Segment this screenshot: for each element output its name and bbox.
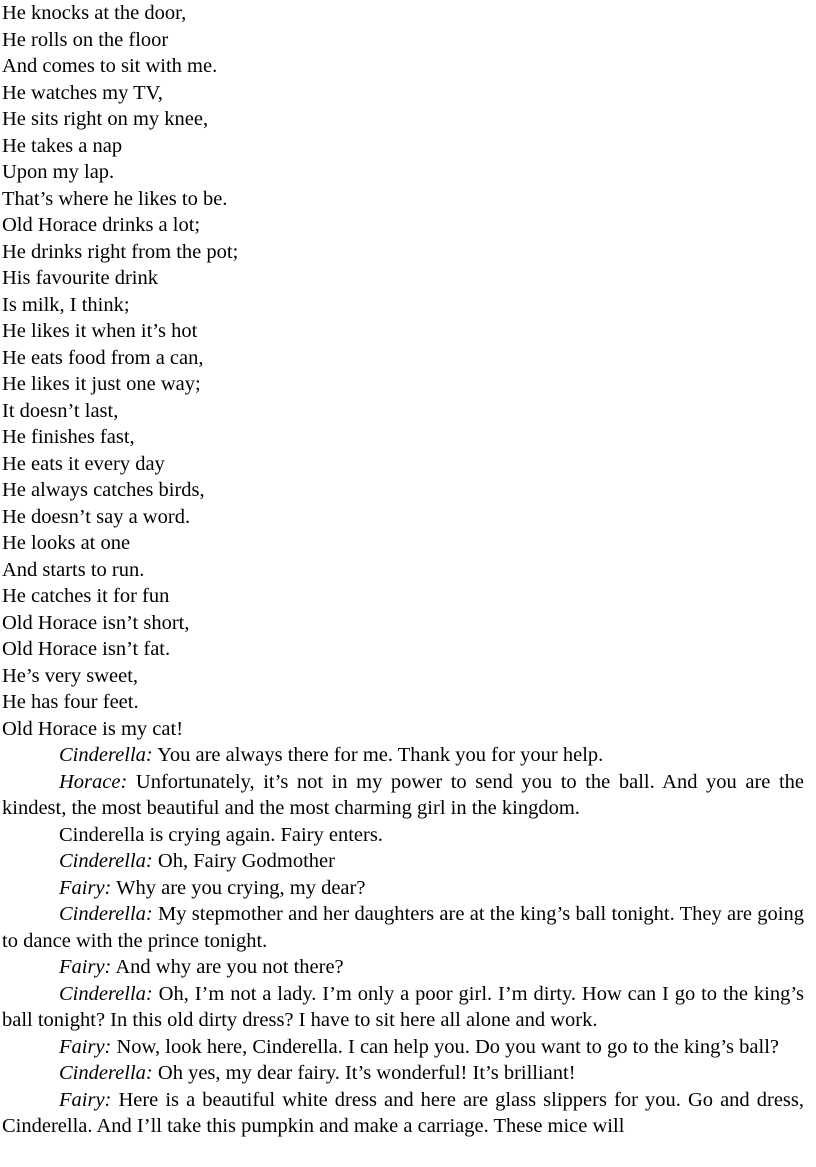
poem-line: He finishes fast, — [2, 426, 135, 448]
speaker-name: Horace: — [59, 770, 128, 793]
poem-line: He catches it for fun — [2, 585, 170, 607]
poem-line: Old Horace drinks a lot; — [2, 214, 201, 236]
dialogue-text: Unfortunately, it’s not in my power to send you to the ball. And you are the kindest, the most beautiful and the most charming girl in the kingdom. — [2, 770, 804, 819]
play-dialogue — [2, 742, 804, 1140]
dialogue-paragraph — [2, 848, 804, 875]
speaker-name: Cinderella: — [59, 903, 153, 925]
poem-line: He likes it when it’s hot — [2, 320, 198, 342]
poem-line: He eats food from a can, — [2, 346, 204, 369]
dialogue-paragraph — [2, 1087, 804, 1140]
poem-line: He drinks right from the pot; — [2, 240, 239, 263]
poem-line: Old Horace is my cat! — [2, 717, 184, 740]
dialogue-text: Oh, I’m not a lady. I’m only a poor girl. I’m dirty. How can I go to the king’s ball tonight? In this old dirty dress? I have to sit here all alone and work. — [2, 982, 804, 1031]
speaker-name: Fairy: — [59, 956, 112, 978]
poem-line: He doesn’t say a word. — [2, 505, 191, 528]
dialogue-paragraph — [2, 981, 804, 1034]
dialogue-text: Cinderella is crying again. Fairy enters. — [59, 823, 383, 846]
poem-line: He takes a nap — [2, 134, 123, 157]
dialogue-text: And why are you not there? — [111, 956, 344, 978]
poem-line: He eats it every day — [2, 452, 165, 475]
poem-line: He has four feet. — [2, 691, 139, 713]
dialogue-paragraph — [2, 769, 804, 822]
speaker-name: Cinderella: — [59, 1062, 153, 1084]
poem-line: Upon my lap. — [2, 161, 115, 183]
poem-line: And starts to run. — [2, 558, 145, 581]
poem-line: And comes to sit with me. — [2, 55, 218, 77]
speaker-name: Cinderella: — [59, 744, 153, 766]
speaker-name: Cinderella: — [59, 982, 153, 1005]
poem-line: Is milk, I think; — [2, 293, 130, 316]
speaker-name: Fairy: — [59, 1035, 112, 1058]
speaker-name: Fairy: — [59, 876, 112, 899]
dialogue-paragraph — [2, 1034, 804, 1061]
poem-line: He rolls on the floor — [2, 28, 169, 51]
dialogue-paragraph — [2, 954, 804, 981]
poem-line: His favourite drink — [2, 267, 158, 289]
dialogue-text: My stepmother and her daughters are at the king’s ball tonight. They are going to dance with the prince tonight. — [2, 903, 804, 952]
poem-line: He always catches birds, — [2, 479, 205, 501]
poem-line: Old Horace isn’t fat. — [2, 638, 171, 660]
poem-line: He knocks at the door, — [2, 2, 187, 24]
poem-line: He’s very sweet, — [2, 664, 139, 687]
dialogue-text: Why are you crying, my dear? — [111, 876, 366, 899]
stage-direction — [2, 822, 804, 849]
poem-line: That’s where he likes to be. — [2, 187, 228, 210]
dialogue-paragraph — [2, 875, 804, 902]
dialogue-text: Here is a beautiful white dress and here are glass slippers for you. Go and dress, Cinderella. And I’ll take this pumpkin and make a carriage. These mice will — [2, 1088, 804, 1137]
dialogue-text: Oh, Fairy Godmother — [152, 850, 335, 872]
speaker-name: Fairy: — [59, 1088, 112, 1111]
dialogue-paragraph — [2, 901, 804, 954]
poem-line: He likes it just one way; — [2, 373, 201, 395]
dialogue-text: Now, look here, Cinderella. I can help you. Do you want to go to the king’s ball? — [111, 1035, 779, 1058]
poem-line: He sits right on my knee, — [2, 108, 209, 130]
dialogue-text: Oh yes, my dear fairy. It’s wonderful! It’s brilliant! — [152, 1062, 576, 1084]
poem-line: He watches my TV, — [2, 81, 163, 104]
poem-line: It doesn’t last, — [2, 399, 119, 422]
poem — [2, 0, 804, 742]
poem-line: Old Horace isn’t short, — [2, 611, 190, 634]
dialogue-paragraph — [2, 1060, 804, 1087]
dialogue-text: You are always there for me. Thank you for your help. — [152, 744, 604, 766]
dialogue-paragraph — [2, 742, 804, 769]
poem-line: He looks at one — [2, 532, 131, 554]
speaker-name: Cinderella: — [59, 850, 153, 872]
